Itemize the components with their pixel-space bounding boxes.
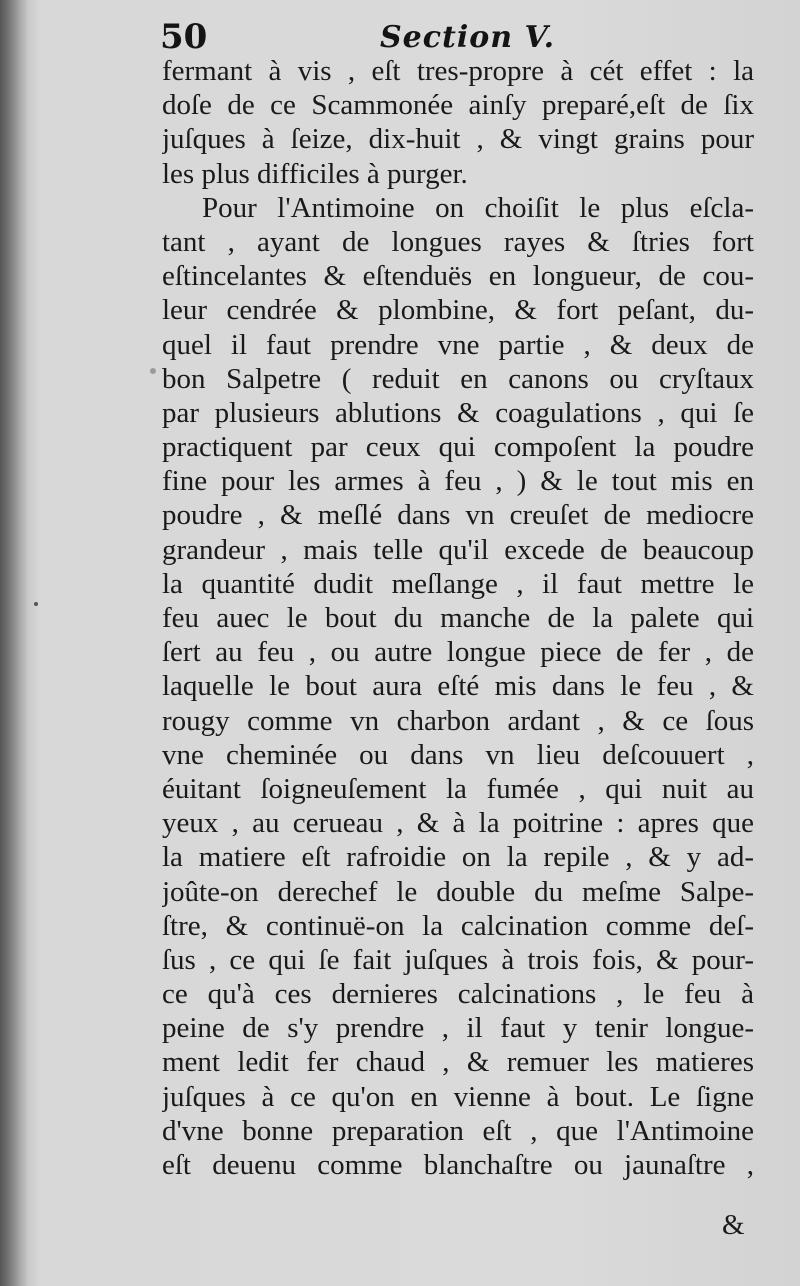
text-line: ſus , ce qui ſe fait juſques à trois fois, & pour-	[162, 943, 754, 976]
text-line: les plus difficiles à purger.	[162, 157, 468, 190]
margin-speck	[34, 602, 38, 606]
text-line: bon Salpetre ( reduit en canons ou cryſtaux	[162, 362, 754, 395]
text-line: juſques à ſeize, dix-huit , & vingt grains pour	[162, 123, 754, 156]
page-header	[160, 14, 760, 58]
text-line: ment ledit fer chaud , & remuer les matieres	[162, 1046, 754, 1079]
text-line: practiquent par ceux qui compoſent la poudre	[162, 431, 754, 464]
text-line: ce qu'à ces dernieres calcinations , le feu à	[162, 978, 754, 1011]
text-line: par plusieurs ablutions & coagulations , qui ſe	[162, 396, 754, 429]
body-text	[162, 54, 754, 1182]
text-line: fine pour les armes à feu , ) & le tout mis en	[162, 465, 754, 498]
text-line: doſe de ce Scammonée ainſy preparé,eſt de ſix	[162, 89, 754, 122]
text-line: la quantité dudit meſlange , il faut mettre le	[162, 567, 754, 600]
text-line: juſques à ce qu'on en vienne à bout. Le ſigne	[162, 1080, 754, 1113]
text-line: peine de s'y prendre , il faut y tenir longue-	[162, 1012, 754, 1045]
text-line: ſert au feu , ou autre longue piece de fer , de	[162, 636, 754, 669]
margin-speck-2	[150, 368, 156, 374]
text-line: laquelle le bout aura eſté mis dans le feu , &	[162, 670, 754, 703]
text-line: vne cheminée ou dans vn lieu deſcouuert ,	[162, 738, 754, 771]
text-line: d'vne bonne preparation eſt , que l'Antimoine	[162, 1114, 754, 1147]
running-head: Section V.	[380, 20, 556, 55]
text-line: eſtincelantes & eſtenduës en longueur, de cou-	[162, 260, 754, 293]
text-line: rougy comme vn charbon ardant , & ce ſous	[162, 704, 754, 737]
text-line: poudre , & meſlé dans vn creuſet de mediocre	[162, 499, 754, 532]
text-line: yeux , au cerueau , & à la poitrine : apres que	[162, 807, 754, 840]
text-line: éuitant ſoigneuſement la fumée , qui nuit au	[162, 772, 754, 805]
page-number: 50	[160, 17, 208, 57]
text-line: tant , ayant de longues rayes & ſtries fort	[162, 225, 754, 258]
text-line: grandeur , mais telle qu'il excede de beaucoup	[162, 533, 754, 566]
text-line: quel il faut prendre vne partie , & deux de	[162, 328, 754, 361]
text-line: eſt deuenu comme blanchaſtre ou jaunaſtre ,	[162, 1149, 754, 1181]
text-line: feu auec le bout du manche de la palete qui	[162, 602, 754, 634]
text-line: ſtre, & continuë-on la calcination comme deſ-	[162, 909, 754, 942]
paragraph-start-line: Pour l'Antimoine on choiſit le plus eſcla-	[202, 191, 754, 224]
text-line: la matiere eſt rafroidie on la repile , & y ad-	[162, 841, 754, 874]
catchword: &	[722, 1209, 745, 1241]
text-line: joûte-on derechef le double du meſme Salpe-	[162, 875, 754, 908]
gutter-shadow	[0, 0, 28, 1286]
text-line: leur cendrée & plombine, & fort peſant, du-	[162, 294, 754, 327]
text-line: fermant à vis , eſt tres-propre à cét effet : la	[162, 55, 754, 87]
